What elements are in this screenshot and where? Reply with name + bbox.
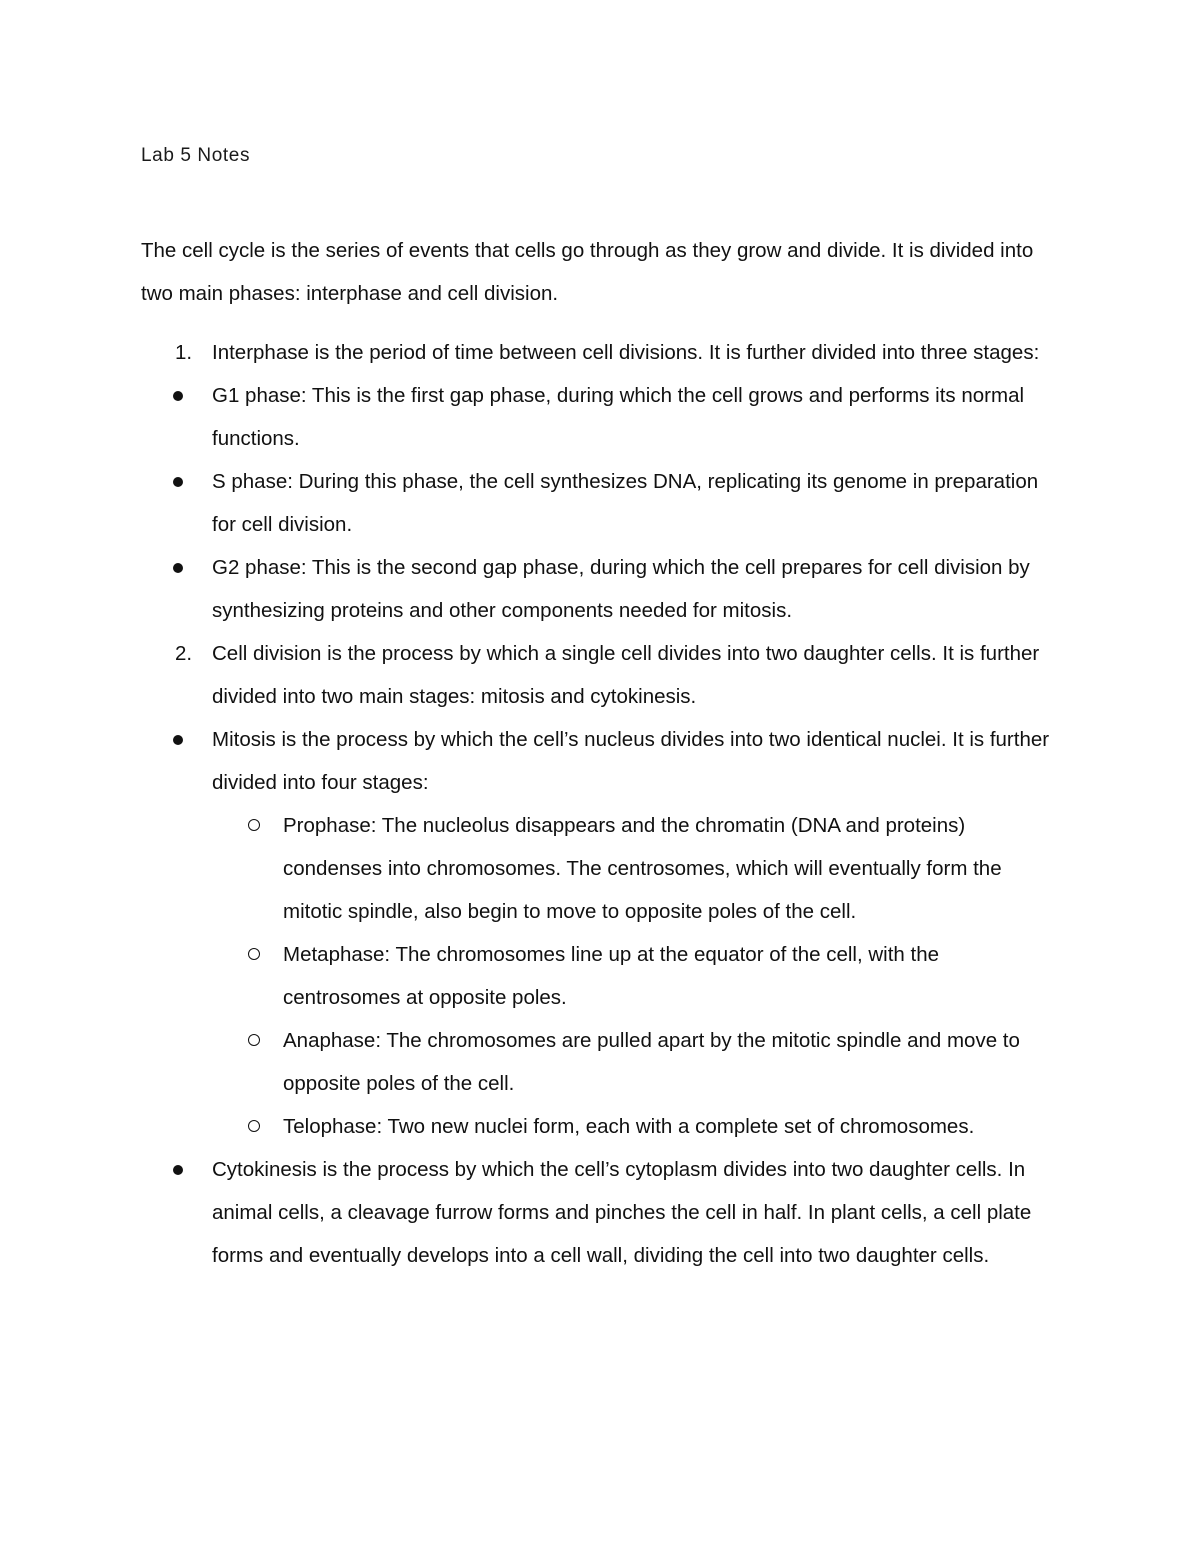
hollow-bullet-icon: [248, 1120, 260, 1132]
list-item-text: Interphase is the period of time between cell divisions. It is further divided into three stages:: [212, 341, 1040, 364]
bullet-icon: [173, 563, 183, 573]
list-item-text: Prophase: The nucleolus disappears and the chromatin (DNA and proteins) condenses into chromosomes. The centrosomes, which will eventually form the mitotic spindle, also begin to move to opposite poles of the cell.: [283, 814, 1002, 923]
list-item-text: G2 phase: This is the second gap phase, during which the cell prepares for cell division by synthesizing proteins and other components needed for mitosis.: [212, 556, 1030, 622]
list-item-cytokinesis: [141, 1148, 1061, 1277]
list-item-text: S phase: During this phase, the cell synthesizes DNA, replicating its genome in preparation for cell division.: [212, 470, 1039, 536]
list-item-text: Cytokinesis is the process by which the cell’s cytoplasm divides into two daughter cells. In animal cells, a cleavage furrow forms and pinches the cell in half. In plant cells, a cell plate forms and eventually develops into a cell wall, dividing the cell into two daughter cells.: [212, 1158, 1032, 1267]
document-body: [141, 229, 1061, 1277]
bullet-icon: [173, 735, 183, 745]
bullet-icon: [173, 477, 183, 487]
document-title: Lab 5 Notes: [141, 145, 251, 166]
list-item-text: Cell division is the process by which a single cell divides into two daughter cells. It is further divided into two main stages: mitosis and cytokinesis.: [212, 642, 1040, 708]
hollow-bullet-icon: [248, 819, 260, 831]
list-item-g1-phase: [141, 374, 1061, 460]
bullet-icon: [173, 1165, 183, 1175]
list-item-mitosis: [141, 718, 1061, 804]
bullet-icon: [173, 391, 183, 401]
list-item-text: Telophase: Two new nuclei form, each with a complete set of chromosomes.: [283, 1115, 975, 1138]
list-item-metaphase: [141, 933, 1061, 1019]
list-item-text: Mitosis is the process by which the cell’s nucleus divides into two identical nuclei. It is further divided into four stages:: [212, 728, 1050, 794]
list-item-text: Metaphase: The chromosomes line up at the equator of the cell, with the centrosomes at opposite poles.: [283, 943, 939, 1009]
list-item-anaphase: [141, 1019, 1061, 1105]
hollow-bullet-icon: [248, 948, 260, 960]
list-item-prophase: [141, 804, 1061, 933]
list-item-g2-phase: [141, 546, 1061, 632]
list-item-interphase: [141, 331, 1061, 374]
list-item-text: Anaphase: The chromosomes are pulled apart by the mitotic spindle and move to opposite poles of the cell.: [283, 1029, 1020, 1095]
list-number: 2.: [175, 642, 193, 665]
list-item-cell-division: [141, 632, 1061, 718]
list-item-s-phase: [141, 460, 1061, 546]
list-item-telophase: [141, 1105, 1061, 1148]
list-number: 1.: [175, 341, 193, 364]
hollow-bullet-icon: [248, 1034, 260, 1046]
intro-paragraph: The cell cycle is the series of events that cells go through as they grow and divide. It is divided into two main phases: interphase and cell division.: [141, 239, 1034, 305]
list-item-text: G1 phase: This is the first gap phase, during which the cell grows and performs its normal functions.: [212, 384, 1025, 450]
